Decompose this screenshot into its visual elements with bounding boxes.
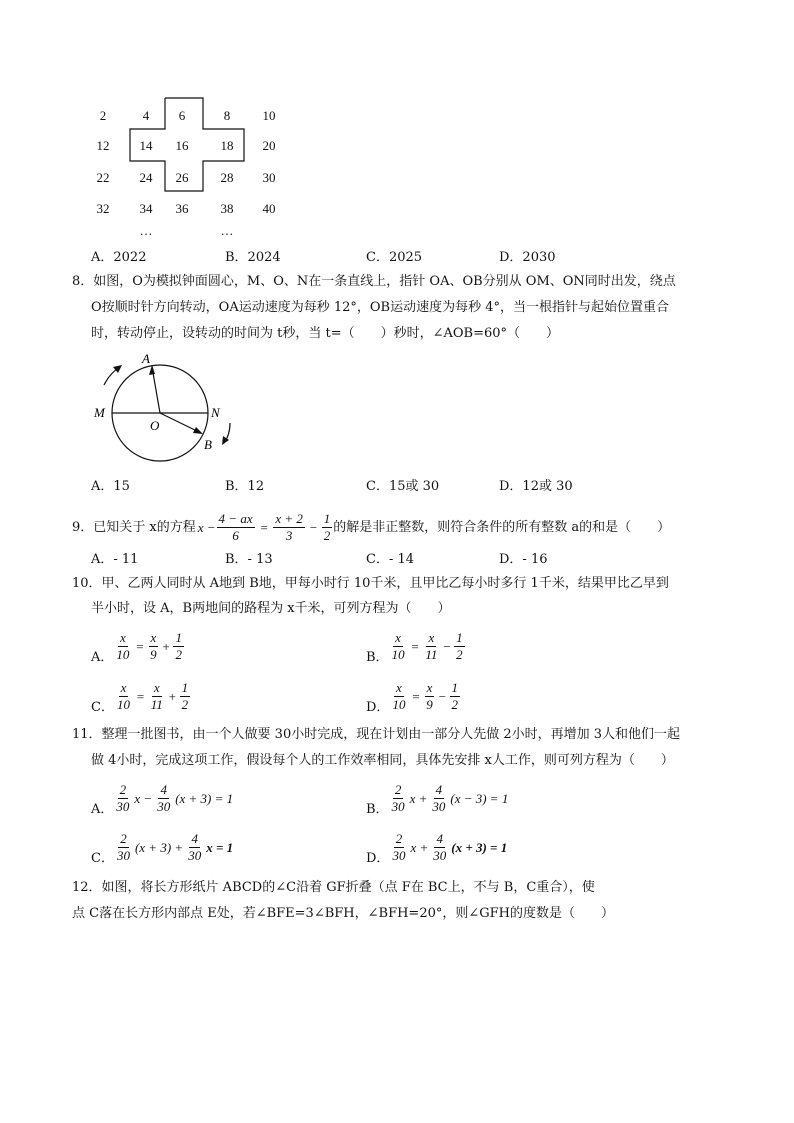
label-b: B <box>204 437 212 452</box>
q9-option-c[interactable]: C．- 14 <box>366 552 415 567</box>
q10-d-frac1: $\frac{x}{10}$ <box>392 680 406 712</box>
grid-cell: 10 <box>262 108 276 123</box>
q11-option-d-label: D． <box>366 851 390 866</box>
q10-c-op: + <box>167 688 177 704</box>
q11-text-line1: 11．整理一批图书，由一个人做要 30小时完成，现在计划由一部分人先做 2小时，再增加 3人和他们一起 <box>72 727 681 742</box>
q10-a-op: + <box>161 638 171 654</box>
q11-c-term1: (x + 3) + <box>134 839 184 855</box>
hand-ob-arrow <box>193 427 203 434</box>
q11-d-frac1: $\frac{2}{30}$ <box>392 831 406 863</box>
q11-text-line2: 做 4小时，完成这项工作，假设每个人的工作效率相同，具体先安排 x人工作，则可列方程为（ ） <box>91 753 674 768</box>
grid-cell: 28 <box>220 170 234 185</box>
grid-cell: 18 <box>220 138 234 153</box>
q11-option-b[interactable] <box>366 780 508 817</box>
q9-prefix: 9．已知关于 x的方程 <box>72 519 196 535</box>
q10-a-frac1: $\frac{x}{10}$ <box>116 630 130 662</box>
q9-option-a[interactable]: A．- 11 <box>91 552 139 567</box>
grid-cell: … <box>220 223 234 238</box>
grid-cell: 24 <box>139 170 153 185</box>
grid-cell: 12 <box>96 138 110 153</box>
q10-d-eq: = <box>411 688 421 704</box>
q7-option-b[interactable]: B．2024 <box>225 250 281 265</box>
grid-cell: 16 <box>175 138 189 153</box>
q11-d-term2: (x + 3) = 1 <box>451 839 508 855</box>
q10-a-frac3: $\frac{1}{2}$ <box>175 630 182 662</box>
q10-option-b[interactable] <box>366 628 466 665</box>
q8-text-line1: 8．如图，O为模拟钟面圆心，M、O、N在一条直线上，指针 OA、OB分别从 OM、ON同时出发，绕点 <box>72 274 676 289</box>
q10-c-frac2: $\frac{x}{11}$ <box>150 680 163 712</box>
grid-cell: 4 <box>142 108 150 123</box>
q11-b-term2: (x − 3) = 1 <box>450 790 509 806</box>
q9-fraction-1: $\frac{4 - ax}{6}$ <box>218 511 253 543</box>
q10-c-eq: = <box>135 688 145 704</box>
q9-option-b[interactable]: B．- 13 <box>225 552 273 567</box>
q8-text-line3: 时，转动停止，设转动的时间为 t秒，当 t=（ ）秒时，∠AOB=60°（ ） <box>91 326 560 341</box>
q9-eq-minus: − <box>308 519 318 535</box>
q11-option-d[interactable] <box>366 829 507 866</box>
q8-text-line2: O按顺时针方向转动，OA运动速度为每秒 12°，OB运动速度为每秒 4°，当一根指针与起始位置重合 <box>91 300 669 315</box>
grid-cell: 40 <box>262 201 276 216</box>
q10-d-frac2: $\frac{x}{9}$ <box>426 680 433 712</box>
q7-option-c[interactable]: C．2025 <box>366 250 423 265</box>
q10-option-c-label: C． <box>91 700 114 715</box>
label-n: N <box>211 405 220 420</box>
q10-option-a[interactable] <box>91 628 185 665</box>
q10-b-frac1: $\frac{x}{10}$ <box>391 630 405 662</box>
q10-a-eq: = <box>135 638 145 654</box>
q8-option-c[interactable]: C．15或 30 <box>366 479 440 494</box>
q9-suffix: 的解是非正整数，则符合条件的所有整数 a的和是（ ） <box>333 519 671 535</box>
q11-option-c[interactable] <box>91 829 233 866</box>
label-a: A <box>142 351 150 366</box>
q11-option-a-label: A． <box>91 802 114 817</box>
q12-text-line2: 点 C落在长方形内部点 E处，若∠BFE=3∠BFH，∠BFH=20°，则∠GFH的度数是（ ） <box>72 906 614 921</box>
grid-cell: 8 <box>223 108 231 123</box>
q10-a-frac2: $\frac{x}{9}$ <box>150 630 157 662</box>
q9-eq-x: x − <box>197 519 216 535</box>
q10-b-eq: = <box>410 638 420 654</box>
grid-cell: 38 <box>220 201 234 216</box>
q7-option-a[interactable]: A．2022 <box>91 250 147 265</box>
q9-fraction-3: $\frac{1}{2}$ <box>323 511 331 543</box>
q8-option-a[interactable]: A．15 <box>91 479 130 494</box>
q11-option-c-label: C． <box>91 851 114 866</box>
grid-cell: 30 <box>262 170 276 185</box>
q11-d-frac2: $\frac{4}{30}$ <box>433 831 447 863</box>
q10-c-frac1: $\frac{x}{10}$ <box>116 680 130 712</box>
grid-cell: 20 <box>262 138 276 153</box>
q11-option-b-label: B． <box>366 802 389 817</box>
q8-option-d[interactable]: D．12或 30 <box>499 479 573 494</box>
q8-option-b[interactable]: B．12 <box>225 479 265 494</box>
q11-c-term2: x = 1 <box>206 839 234 855</box>
q7-option-d[interactable]: D．2030 <box>499 250 556 265</box>
grid-cell: 32 <box>96 201 110 216</box>
q12-text-line1: 12．如图，将长方形纸片 ABCD的∠C沿着 GF折叠（点 F在 BC上，不与 B，C重合），使 <box>72 880 595 895</box>
q10-d-frac3: $\frac{1}{2}$ <box>451 680 458 712</box>
q11-c-frac2: $\frac{4}{30}$ <box>188 831 202 863</box>
q11-a-term2: (x + 3) = 1 <box>175 790 234 806</box>
q11-a-frac2: $\frac{4}{30}$ <box>157 782 171 814</box>
grid-cell: … <box>139 223 153 238</box>
q10-d-op: − <box>437 688 447 704</box>
q11-b-frac2: $\frac{4}{30}$ <box>432 782 446 814</box>
q11-b-frac1: $\frac{2}{30}$ <box>391 782 405 814</box>
q10-text-line2: 半小时，设 A，B两地间的路程为 x千米，可列方程为（ ） <box>91 601 451 616</box>
q11-option-a[interactable] <box>91 780 233 817</box>
q10-option-c[interactable] <box>91 678 191 715</box>
q10-option-d-label: D． <box>366 700 390 715</box>
grid-cell: 22 <box>96 170 110 185</box>
grid-cell: 6 <box>178 108 186 123</box>
q10-option-a-label: A． <box>91 650 114 665</box>
q11-a-term1: x − <box>134 790 153 806</box>
q9-fraction-2: $\frac{x + 2}{3}$ <box>275 511 303 543</box>
grid-cell: 14 <box>139 138 153 153</box>
q10-c-frac3: $\frac{1}{2}$ <box>181 680 189 712</box>
grid-cell: 36 <box>175 201 189 216</box>
q10-text-line1: 10．甲、乙两人同时从 A地到 B地，甲每小时行 10千米，且甲比乙每小时多行 1千米，结果甲比乙早到 <box>72 576 669 591</box>
clock-diagram <box>80 345 260 465</box>
q11-c-frac1: $\frac{2}{30}$ <box>116 831 130 863</box>
q10-option-b-label: B． <box>366 650 389 665</box>
grid-cell: 34 <box>139 201 153 216</box>
q9-option-d[interactable]: D．- 16 <box>499 552 548 567</box>
label-o: O <box>150 418 160 433</box>
grid-cell: 26 <box>175 170 189 185</box>
q10-option-d[interactable] <box>366 678 461 715</box>
rotation-arrowhead-bottom <box>222 436 229 445</box>
grid-cell: 2 <box>99 108 107 123</box>
q9-question <box>72 512 670 543</box>
label-m: M <box>94 405 105 420</box>
cross-outline <box>0 0 794 240</box>
q10-b-frac2: $\frac{x}{11}$ <box>425 630 438 662</box>
q11-a-frac1: $\frac{2}{30}$ <box>116 782 130 814</box>
q10-b-op: − <box>442 638 452 654</box>
q10-b-frac3: $\frac{1}{2}$ <box>456 630 463 662</box>
q11-d-term1: x + <box>410 839 429 855</box>
q11-b-term1: x + <box>409 790 428 806</box>
q9-eq-mid: = <box>259 519 269 535</box>
